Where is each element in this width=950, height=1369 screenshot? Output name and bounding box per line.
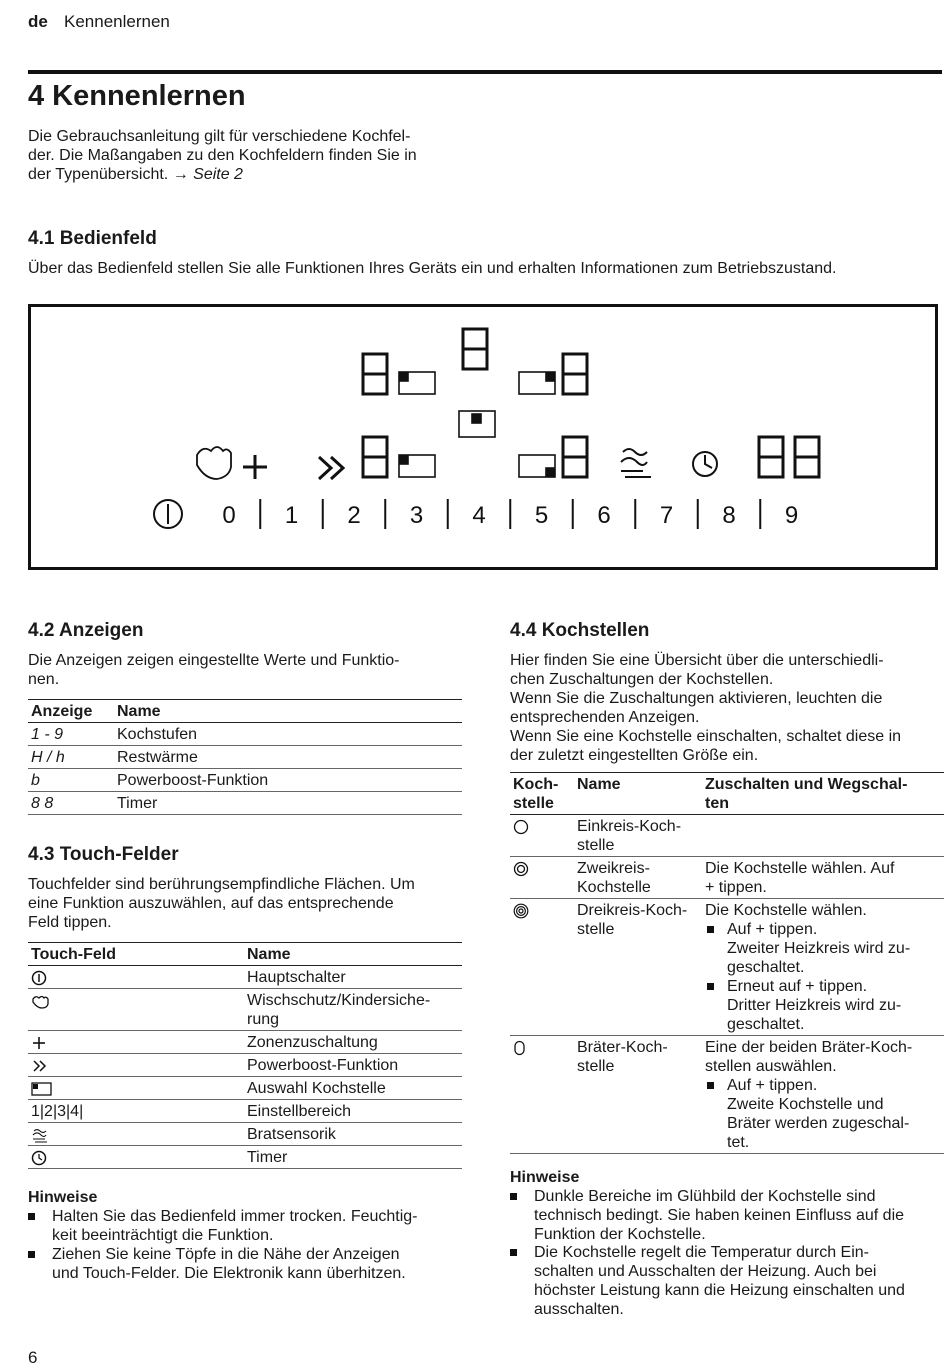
zone-name: Zweikreis- Kochstelle <box>574 857 702 899</box>
scale-label-4[interactable]: 4 <box>472 502 486 529</box>
display-name: Timer <box>114 792 462 815</box>
table-row <box>510 857 944 899</box>
slider-scale[interactable] <box>222 499 798 529</box>
header-rule <box>28 70 942 74</box>
scale-label-8[interactable]: 8 <box>722 502 736 529</box>
triple-circuit-icon <box>513 903 529 919</box>
scale-label-3[interactable]: 3 <box>409 502 424 529</box>
page-link[interactable]: Seite 2 <box>193 166 243 183</box>
bullet-square-icon <box>707 926 714 933</box>
zone-step: Erneut auf + tippen. Dritter Heizkreis wird zu- geschaltet. <box>705 977 941 1034</box>
zone-step: Auf + tippen. Zweite Kochstelle und Bräter werden zugeschal- tet. <box>705 1076 941 1152</box>
display-name: Powerboost-Funktion <box>114 769 462 792</box>
power-icon <box>31 970 47 986</box>
section-4-4-text: Hier finden Sie eine Übersicht über die unterschiedli- chen Zuschaltungen der Kochstellen. Wenn Sie die Zuschaltungen aktivieren, leuchten die entsprechenden Anzeigen. Wenn Sie eine Kochstelle einschalten, schaltet diese in der zuletzt eingestellten Größe ein. <box>510 652 902 764</box>
section-4-1-text: Über das Bedienfeld stellen Sie alle Funktionen Ihres Geräts ein und erhalten Informationen zum Betriebszustand. <box>28 260 837 277</box>
frying-sensor-icon <box>621 449 651 477</box>
col-header-touch-field: Touch-Feld <box>28 943 244 966</box>
touch-field-name: Wischschutz/Kindersiche- rung <box>244 989 462 1031</box>
note-item: Die Kochstelle regelt die Temperatur durch Ein- schalten und Ausschalten der Heizung. Auch bei höchster Leistung kann die Heizung einschalten und ausschalten. <box>510 1243 946 1319</box>
displays-table <box>28 699 462 815</box>
col-header-name: Name <box>244 943 462 966</box>
touch-field-name: Timer <box>244 1146 462 1169</box>
touch-field-name: Einstellbereich <box>244 1100 462 1123</box>
chapter-title: 4 Kennenlernen <box>28 80 246 112</box>
display-value: b <box>28 769 114 792</box>
language-tag: de <box>28 12 48 31</box>
scale-label-6[interactable]: 6 <box>597 502 611 529</box>
bullet-square-icon <box>510 1193 517 1200</box>
hand-icon <box>197 447 231 479</box>
section-4-2-text: Die Anzeigen zeigen eingestellte Werte und Funktio- nen. <box>28 652 400 688</box>
touch-field-name: Hauptschalter <box>244 966 462 989</box>
section-4-3-title: 4.3 Touch-Felder <box>28 844 179 865</box>
col-header-zone: Koch- stelle <box>510 773 574 815</box>
bullet-square-icon <box>28 1213 35 1220</box>
clock-icon <box>693 452 717 476</box>
running-header: Kennenlernen <box>64 12 170 31</box>
col-header-display: Anzeige <box>28 700 114 723</box>
scale-label-5[interactable]: 5 <box>534 502 549 529</box>
boost-icon <box>319 457 343 479</box>
table-row <box>28 746 462 769</box>
zone-select-icon <box>31 1081 53 1097</box>
touch-field-name: Zonenzuschaltung <box>244 1031 462 1054</box>
zone-step: Auf + tippen. Zweiter Heizkreis wird zu- geschaltet. <box>705 920 941 977</box>
arrow-icon: → <box>172 166 189 183</box>
touch-field-scale: 1|2|3|4| <box>28 1100 244 1123</box>
bullet-square-icon <box>510 1249 517 1256</box>
notes-title-right: Hinweise <box>510 1169 580 1186</box>
zone-display-bottom-left <box>363 437 387 477</box>
table-row <box>510 1036 944 1154</box>
table-row <box>510 899 944 1036</box>
table-row <box>28 1077 462 1100</box>
dual-circuit-icon <box>513 861 529 877</box>
hand-icon <box>31 993 49 1009</box>
display-value: 8 8 <box>28 792 114 815</box>
zone-select-icons <box>399 372 555 477</box>
zone-name: Einkreis-Koch- stelle <box>574 815 702 857</box>
table-row <box>28 723 462 746</box>
table-row <box>28 1123 462 1146</box>
display-name: Kochstufen <box>114 723 462 746</box>
display-value: 1 - 9 <box>28 723 114 746</box>
zone-display-top-right <box>563 354 587 394</box>
single-circuit-icon <box>513 819 529 835</box>
frying-sensor-icon <box>31 1127 49 1143</box>
section-4-3-text: Touchfelder sind berührungsempfindliche Flächen. Um eine Funktion auszuwählen, auf das entsprechende Feld tippen. <box>28 876 415 931</box>
touch-field-name: Auswahl Kochstelle <box>244 1077 462 1100</box>
table-row <box>28 1100 462 1123</box>
table-row <box>28 989 462 1031</box>
bullet-square-icon <box>28 1251 35 1258</box>
zone-name: Bräter-Koch- stelle <box>574 1036 702 1154</box>
scale-label-0[interactable]: 0 <box>222 502 236 529</box>
zone-display-top-left <box>363 354 387 394</box>
col-header-name: Name <box>574 773 702 815</box>
bullet-square-icon <box>707 1082 714 1089</box>
timer-display <box>759 437 819 477</box>
bullet-square-icon <box>707 983 714 990</box>
page-number: 6 <box>28 1348 38 1367</box>
section-4-4-title: 4.4 Kochstellen <box>510 620 650 641</box>
display-value: H / h <box>28 746 114 769</box>
zone-display-top-center <box>463 329 487 369</box>
zone-name: Dreikreis-Koch- stelle <box>574 899 702 1036</box>
table-row <box>28 966 462 989</box>
plus-icon <box>31 1035 47 1051</box>
scale-label-9[interactable]: 9 <box>784 502 799 529</box>
note-item: Ziehen Sie keine Töpfe in die Nähe der Anzeigen und Touch-Felder. Die Elektronik kann überhitzen. <box>28 1245 468 1283</box>
plus-icon <box>243 455 267 479</box>
notes-title-left: Hinweise <box>28 1189 98 1206</box>
control-panel-diagram <box>28 304 938 570</box>
touch-field-name: Powerboost-Funktion <box>244 1054 462 1077</box>
scale-label-1[interactable]: 1 <box>284 502 299 529</box>
touch-field-name: Bratsensorik <box>244 1123 462 1146</box>
control-panel-svg <box>31 307 935 567</box>
display-name: Restwärme <box>114 746 462 769</box>
table-row <box>510 815 944 857</box>
chapter-intro: Die Gebrauchsanleitung gilt für verschiedene Kochfel- der. Die Maßangaben zu den Kochfeldern finden Sie in der Typenübersicht. → Seite 2 <box>28 128 417 183</box>
zone-desc: Eine der beiden Bräter-Koch- stellen auswählen. Auf + tippen. Zweite Kochstelle und Bräter werden zugeschal- tet. <box>702 1036 944 1154</box>
table-row <box>28 769 462 792</box>
zone-desc: Die Kochstelle wählen. Auf + tippen. <box>702 857 944 899</box>
note-item: Halten Sie das Bedienfeld immer trocken. Feuchtig- keit beeinträchtigt die Funktion. <box>28 1207 468 1245</box>
table-row <box>28 1054 462 1077</box>
roaster-icon <box>513 1040 527 1056</box>
note-item: Dunkle Bereiche im Glühbild der Kochstelle sind technisch bedingt. Sie haben keinen Einfluss auf die Funktion der Kochstelle. <box>510 1187 946 1244</box>
section-4-1-title: 4.1 Bedienfeld <box>28 228 157 249</box>
zone-desc: Die Kochstelle wählen. Auf + tippen. Zweiter Heizkreis wird zu- geschaltet. Erneut auf + tippen. Dritter Heizkreis wird zu- geschaltet. <box>702 899 944 1036</box>
col-header-switching: Zuschalten und Wegschal- ten <box>702 773 944 815</box>
zone-display-bottom-right <box>563 437 587 477</box>
section-4-2-title: 4.2 Anzeigen <box>28 620 144 641</box>
col-header-name: Name <box>114 700 462 723</box>
clock-icon <box>31 1150 47 1166</box>
power-icon <box>154 500 182 528</box>
cooking-zones-table <box>510 772 944 1154</box>
scale-label-7[interactable]: 7 <box>659 502 674 529</box>
table-row <box>28 1146 462 1169</box>
touch-fields-table <box>28 942 462 1169</box>
scale-label-2[interactable]: 2 <box>347 502 361 529</box>
table-row <box>28 792 462 815</box>
boost-icon <box>31 1058 49 1074</box>
table-row <box>28 1031 462 1054</box>
